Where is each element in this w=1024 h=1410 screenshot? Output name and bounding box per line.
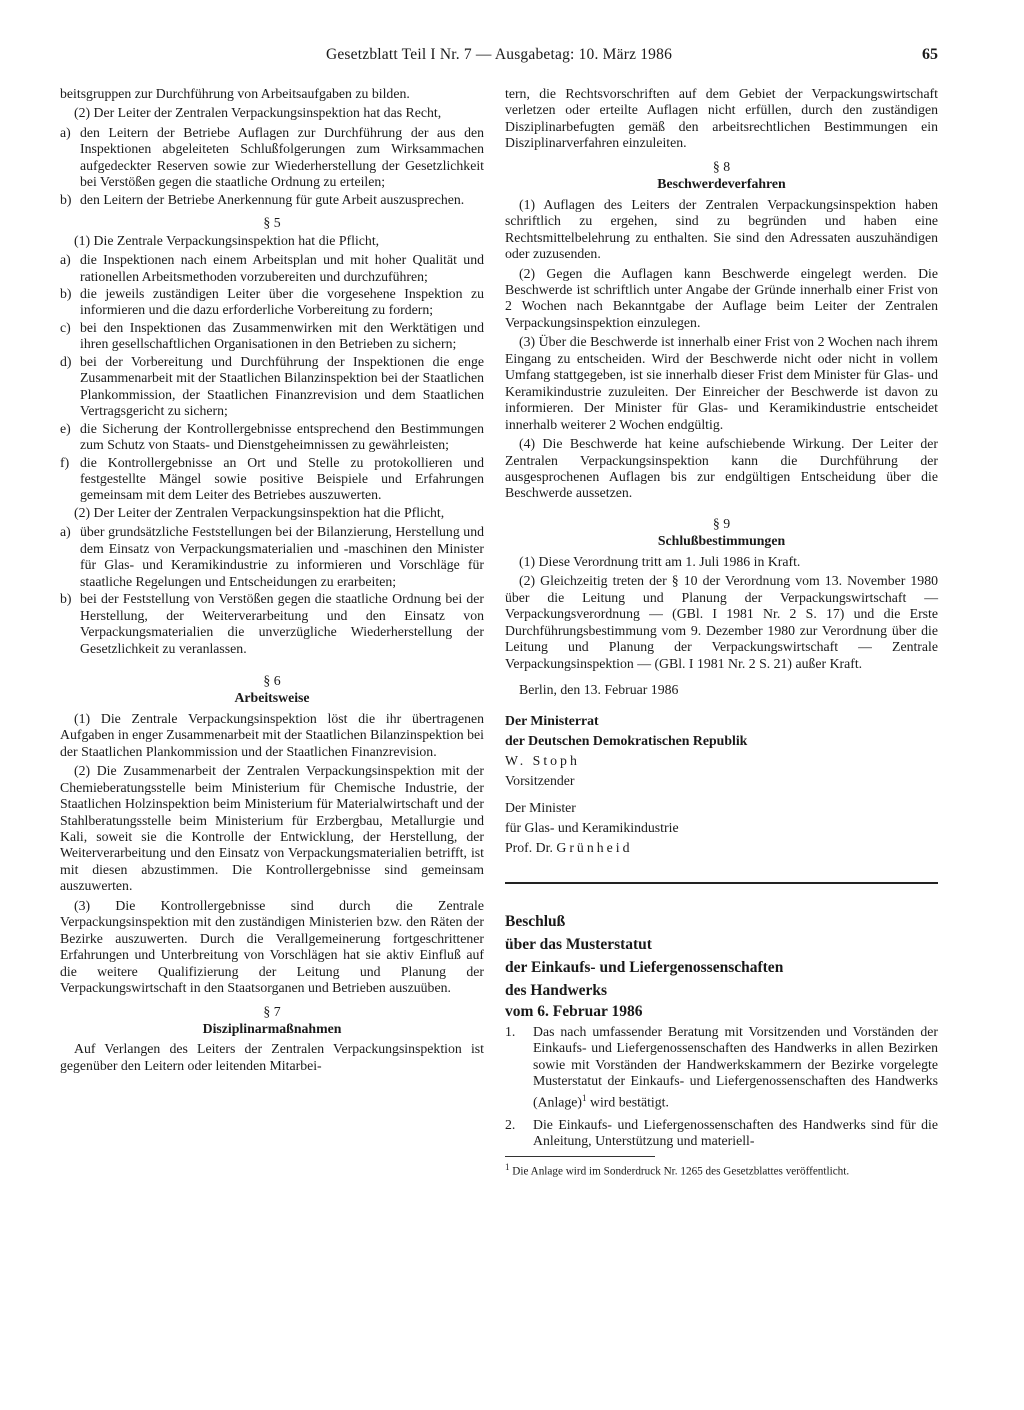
numbered-item [505, 1024, 938, 1111]
list-item [60, 524, 484, 590]
list-item [60, 354, 484, 420]
paragraph-continuation: beitsgruppen zur Durchführung von Arbeitsaufgaben zu bilden. [60, 86, 410, 101]
list-text: die jeweils zuständigen Leiter über die vorgesehene Inspektion zu informieren und die dazu erforderliche Vorbereitung zu fordern; [80, 285, 484, 318]
list-text: die Kontrollergebnisse an Ort und Stelle zu protokollieren und festgestellte Mängel sowie positive Beispiele und Erfahrungen gemeinsam mit dem Leiter des Betriebes auszuwerten. [80, 454, 484, 503]
paragraph-s7-continuation: tern, die Rechtsvorschriften auf dem Gebiet der Verpackungswirtschaft verletzen oder erteilte Auflagen nicht erfüllen, durch den zuständigen Disziplinarbefugten gemäß den arbeitsrechtlichen Bestimmungen ein Disziplinarverfahren einzuleiten. [505, 86, 938, 151]
signatory-surname: Grünheid [556, 840, 633, 856]
section-5-heading: § 5 [263, 215, 281, 231]
paragraph-s6-2: (2) Die Zusammenarbeit der Zentralen Verpackungsinspektion mit der Chemieberatungsstelle beim Ministerium für Chemische Industrie, der Staatlichen Holzinspektion beim Ministerium für Materialwirtschaft und der Stahlberatungsstelle beim Ministerium für Erzbergbau, Metallurgie und Kali, soweit sie die Kontrolle der Entwicklung, der Herstellung, der Weiterverarbeitung und den Einsatz von Verpackungsmaterialien betrifft, ist mit diesen abzustimmen. Die Kontrollergebnisse sind gemeinsam auszuwerten. [60, 763, 484, 894]
place-and-date: Berlin, den 13. Februar 1986 [519, 681, 679, 697]
list-item [60, 252, 484, 285]
signatory-name: W. Stoph [505, 753, 580, 769]
numbered-item [505, 1117, 938, 1150]
section-divider [505, 882, 938, 884]
section-7-title: Disziplinarmaßnahmen [202, 1021, 342, 1037]
right-column [505, 86, 938, 1181]
paragraph-s6-3: (3) Die Kontrollergebnisse sind durch die Zentrale Verpackungsinspektion mit den zuständigen Ministerien bzw. den Räten der Bezirke auszuwerten. Durch die Verallgemeinerung fortgeschrittener Erfahrungen und Unterbreitung von Vorschlägen hat sie aktiv Einfluß auf die weitere Qualifizierung der Leitung und Planung der Verpackungswirtschaft in den Staatsorganen und Betrieben auszuüben. [60, 897, 484, 996]
section-8-title: Beschwerdeverfahren [657, 176, 786, 192]
list-label: a) [60, 124, 71, 140]
paragraph-s5-2-lead: (2) Der Leiter der Zentralen Verpackungsinspektion hat die Pflicht, [74, 504, 445, 520]
signatory-role: Vorsitzender [505, 773, 575, 789]
item-number: 2. [505, 1116, 516, 1132]
section-6-heading: § 6 [263, 672, 281, 688]
paragraph-s8-3: (3) Über die Beschwerde ist innerhalb einer Frist von 2 Wochen nach ihrem Eingang zu entscheiden. Wird der Beschwerde nicht oder nicht in vollem Umfang stattgegeben, ist sie innerhalb dieser Frist dem Minister für Glas- und Keramikindustrie zuzuleiten. Der Einreicher der Beschwerde ist davon zu informieren. Der Minister für Glas- und Keramikindustrie entscheidet innerhalb weiterer 2 Wochen endgültig. [505, 334, 938, 432]
list-item [60, 421, 484, 454]
signatory-name [505, 839, 938, 856]
list-text: den Leitern der Betriebe Anerkennung für gute Arbeit auszusprechen. [80, 191, 465, 207]
list-text: bei der Feststellung von Verstößen gegen die staatliche Ordnung bei der Herstellung, der Weiterverarbeitung und den Einsatz von Verpackungsmaterialien die unverzügliche Wiederherstellung der Gesetzlichkeit zu veranlassen. [80, 591, 484, 656]
decision-title: des Handwerks [505, 982, 608, 1000]
list-label: e) [60, 420, 71, 436]
section-9-title: Schlußbestimmungen [657, 533, 786, 549]
list-text: die Inspektionen nach einem Arbeitsplan und mit hoher Qualität und rationellen Arbeitsmethoden vorzubereiten und durchzuführen; [80, 252, 484, 284]
paragraph-s9-2: (2) Gleichzeitig treten der § 10 der Verordnung vom 13. November 1980 über die Leitung und Planung der Verpackungswirtschaft — Verpackungsverordnung — (GBl. I 1981 Nr. 2 S. 17) und die Erste Durchführungsbestimmung vom 9. Dezember 1980 zur Verordnung über die Leitung und Planung der Verpackungswirtschaft — Zentrale Verpackungsinspektion — (GBl. I 1981 Nr. 2 S. 21) außer Kraft. [505, 573, 938, 671]
footnote-ref: 1 [582, 1092, 587, 1103]
list-text: die Sicherung der Kontrollergebnisse entsprechend den Bestimmungen zum Schutz von Staats- und Dienstgeheimnissen zu gewährleisten; [80, 420, 484, 453]
page-header [60, 46, 938, 70]
page-number: 65 [922, 46, 938, 63]
list-item [60, 455, 484, 504]
list-label: b) [60, 591, 72, 607]
decision-date: vom 6. Februar 1986 [505, 1003, 643, 1021]
list-label: b) [60, 191, 72, 207]
decision-title: über das Musterstatut [505, 936, 652, 954]
paragraph-s5-lead: (1) Die Zentrale Verpackungsinspektion hat die Pflicht, [74, 232, 380, 248]
list-label: a) [60, 524, 71, 540]
list-text: über grundsätzliche Feststellungen bei der Bilanzierung, Herstellung und dem Einsatz von Verpackungsmaterialien und -maschinen den Minister für Glas- und Keramikindustrie zu informieren und Vorschläge für staatliche Regelungen und Entscheidungen zu erarbeiten; [80, 524, 484, 589]
list-item [60, 591, 484, 657]
signatory-body: Der Minister [505, 800, 576, 816]
running-title: Gesetzblatt Teil I Nr. 7 — Ausgabetag: 10. März 1986 [325, 46, 673, 63]
list-label: a) [60, 252, 71, 268]
list-item [60, 125, 484, 191]
list-label: b) [60, 285, 72, 301]
paragraph-s9-1: (1) Diese Verordnung tritt am 1. Juli 1986 in Kraft. [519, 553, 801, 569]
signatory-title: Prof. Dr. [505, 840, 553, 856]
section-7-heading: § 7 [263, 1003, 281, 1019]
item-text: Die Einkaufs- und Liefergenossenschaften des Handwerks sind für die Anleitung, Unterstützung und materiell- [533, 1116, 938, 1149]
section-8-heading: § 8 [712, 158, 731, 174]
decision-title: Beschluß [505, 913, 566, 931]
item-text-body: Das nach umfassender Beratung mit Vorsitzenden und Vorständen der Einkaufs- und Liefergenossenschaften des Handwerks in allen Bezirken sowie mit Vorständen der Handwerkskammern der Bezirke vorgelegte Musterstatut der Einkaufs- und Liefergenossenschaften des Handwerks (Anlage) [533, 1023, 938, 1110]
signatory-body: Der Ministerrat [505, 713, 599, 729]
paragraph-para2-lead: (2) Der Leiter der Zentralen Verpackungsinspektion hat das Recht, [74, 105, 442, 121]
left-column [60, 86, 484, 1077]
list-item [60, 320, 484, 353]
section-6-title: Arbeitsweise [234, 690, 310, 706]
footnote-divider [505, 1156, 655, 1157]
list-item [60, 192, 484, 208]
signatory-role: für Glas- und Keramikindustrie [505, 820, 679, 836]
decision-title: der Einkaufs- und Liefergenossenschaften [505, 959, 784, 977]
footnote-text: Die Anlage wird im Sonderdruck Nr. 1265 des Gesetzblattes veröffentlicht. [512, 1165, 850, 1178]
paragraph-s8-2: (2) Gegen die Auflagen kann Beschwerde eingelegt werden. Die Beschwerde ist schriftlich unter Angabe der Gründe innerhalb einer Frist von 2 Wochen nach Bekanntgabe der Auflage beim Leiter der Zentralen Verpackungsinspektion einzulegen. [505, 265, 938, 330]
item-text [533, 1024, 938, 1111]
footnote [505, 1161, 938, 1179]
paragraph-s8-1: (1) Auflagen des Leiters der Zentralen Verpackungsinspektion haben schriftlich zu ergehen, sind zu begründen und haben eine Rechtsmittelbelehrung zu enthalten. Sie sind den Adressaten auszuhändigen oder zuzusenden. [505, 196, 938, 262]
section-9-heading: § 9 [712, 515, 731, 531]
list-label: f) [60, 454, 70, 470]
paragraph-s7: Auf Verlangen des Leiters der Zentralen Verpackungsinspektion ist gegenüber den Leitern oder leitenden Mitarbei- [60, 1041, 484, 1073]
list-label: c) [60, 319, 71, 335]
list-item [60, 286, 484, 319]
paragraph-s6-1: (1) Die Zentrale Verpackungsinspektion löst die ihr übertragenen Aufgaben in enger Zusammenarbeit mit der Staatlichen Bilanzinspektion bei der Staatlichen Plankommission und der Staatlichen Finanzrevision. [60, 710, 484, 759]
list-text: den Leitern der Betriebe Auflagen zur Durchführung der aus den Inspektionen abgeleiteten Schlußfolgerungen zum Wirksammachen aufgedeckter Reserven sowie zur Wiederherstellung der Gesetzlichkeit bei Verstößen gegen die staatliche Ordnung zu erteilen; [80, 124, 484, 190]
item-number: 1. [505, 1023, 516, 1039]
signatory-body-name: der Deutschen Demokratischen Republik [505, 733, 748, 749]
paragraph-s8-4: (4) Die Beschwerde hat keine aufschiebende Wirkung. Der Leiter der Zentralen Verpackungsinspektion kann die Durchführung der ausgesprochenen Auflagen bis zur endgültigen Entscheidung über die Beschwerde aussetzen. [505, 436, 938, 501]
list-label: d) [60, 353, 72, 369]
list-text: bei der Vorbereitung und Durchführung der Inspektionen die enge Zusammenarbeit mit der Staatlichen Bilanzinspektion bei der Staatlichen Plankommission, der Staatlichen Finanzrevision und dem Staatlichen Vertragsgericht zu sichern; [80, 353, 484, 419]
item-text-tail: wird bestätigt. [586, 1094, 669, 1110]
footnote-mark: 1 [505, 1161, 510, 1172]
list-text: bei den Inspektionen das Zusammenwirken mit den Werktätigen und ihren gesellschaftlichen Organisationen in den Betrieben zu sichern; [80, 319, 484, 352]
